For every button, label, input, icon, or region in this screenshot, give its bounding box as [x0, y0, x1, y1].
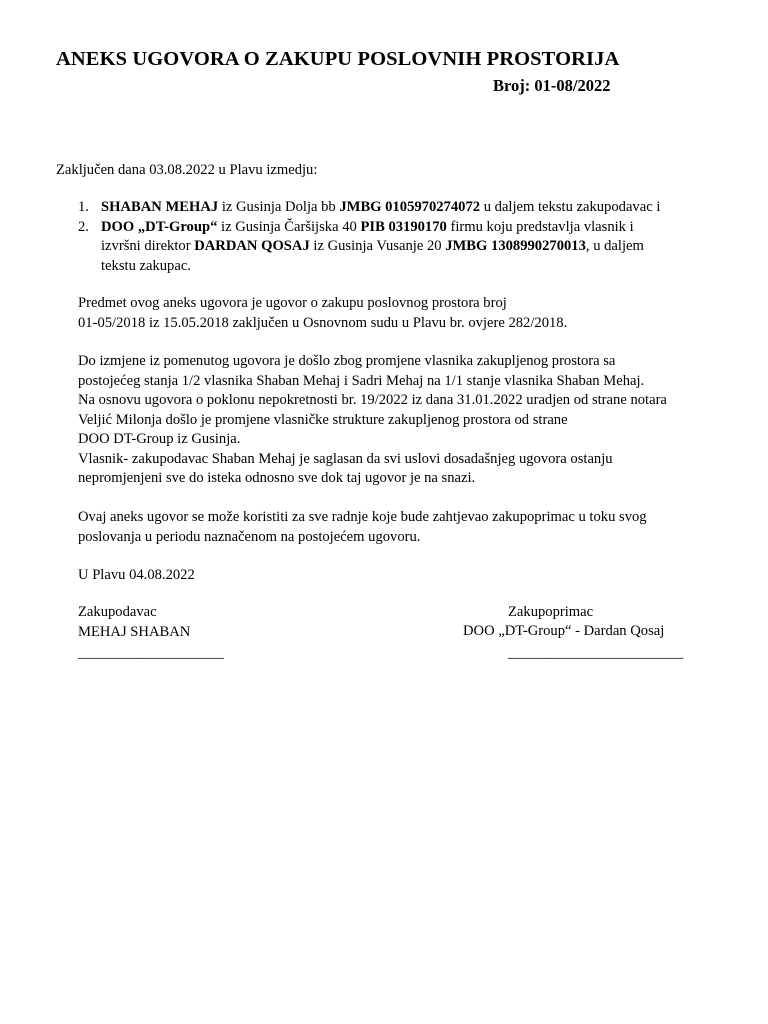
party-text: tekstu zakupac. [101, 257, 191, 274]
party-text: iz Gusinja Vusanje 20 [309, 238, 446, 254]
document-number: Broj: 01-08/2022 [493, 76, 611, 95]
signature-block-landlord [78, 603, 190, 642]
landlord-jmbg: JMBG 0105970274072 [339, 199, 481, 215]
paragraph-change [78, 352, 667, 489]
party-item-landlord [78, 198, 660, 218]
paragraph-line: 01-05/2018 iz 15.05.2018 zaključen u Osnovnom sudu u Plavu br. ovjere 282/2018. [78, 314, 568, 331]
party-text: firmu koju predstavlja vlasnik i [446, 218, 634, 235]
paragraph-line: nepromjenjeni sve do isteka odnosno sve dok taj ugovor je na snazi. [78, 470, 476, 486]
document-title: ANEKS UGOVORA O ZAKUPU POSLOVNIH PROSTORIJA [56, 48, 620, 70]
signature-name-tenant: DOO „DT-Group“ - Dardan Qosaj [463, 623, 665, 639]
signature-line-landlord: ____________________ [78, 645, 224, 661]
signature-line-tenant: ________________________ [508, 645, 684, 661]
party-text: iz Gusinja Dolja bb [218, 199, 340, 215]
paragraph-line: Veljić Milonja došlo je promjene vlasničke strukture zakupljenog prostora od strane [78, 411, 568, 428]
tenant-name: DOO „DT-Group“ [101, 218, 218, 235]
paragraph-line: postojećeg stanja 1/2 vlasnika Shaban Mehaj i Sadri Mehaj na 1/1 stanje vlasnika Shaban Mehaj. [78, 372, 645, 389]
landlord-name: SHABAN MEHAJ [101, 199, 219, 215]
paragraph-usage [78, 508, 647, 547]
director-jmbg: JMBG 1308990270013 [445, 238, 586, 254]
paragraph-line: DOO DT-Group iz Gusinja. [78, 431, 241, 447]
party-text: u daljem tekstu zakupodavac i [480, 199, 661, 215]
paragraph-subject [78, 294, 567, 333]
party-text: , u daljem [585, 238, 644, 254]
paragraph-line: Do izmjene iz pomenutog ugovora je došlo zbog promjene vlasnika zakupljenog prostora sa [78, 353, 616, 369]
paragraph-line: Ovaj aneks ugovor se može koristiti za sve radnje koje bude zahtjevao zakupoprimac u toku svog [78, 509, 647, 525]
party-text: iz Gusinja Čaršijska 40 [217, 218, 361, 235]
director-name: DARDAN QOSAJ [194, 238, 310, 254]
party-text: izvršni direktor [101, 238, 195, 254]
tenant-pib: PIB 03190170 [360, 218, 447, 235]
parties-list [78, 198, 660, 276]
signature-role-tenant: Zakupoprimac [508, 604, 594, 620]
paragraph-line: Na osnovu ugovora o poklonu nepokretnosti br. 19/2022 iz dana 31.01.2022 uradjen od strane notara [78, 392, 667, 408]
intro-line: Zaključen dana 03.08.2022 u Plavu izmedju: [56, 162, 318, 178]
list-number: 1. [78, 199, 89, 215]
party-item-tenant [78, 218, 660, 277]
signature-name: MEHAJ SHABAN [78, 623, 191, 640]
paragraph-line: Predmet ovog aneks ugovora je ugovor o zakupu poslovnog prostora broj [78, 295, 507, 311]
paragraph-line: poslovanja u periodu naznačenom na postojećem ugovoru. [78, 528, 421, 545]
list-number: 2. [78, 218, 89, 235]
signature-role: Zakupodavac [78, 604, 157, 620]
paragraph-line: Vlasnik- zakupodavac Shaban Mehaj je saglasan da svi uslovi dosadašnjeg ugovora ostanju [78, 450, 613, 467]
place-date: U Plavu 04.08.2022 [78, 567, 195, 583]
